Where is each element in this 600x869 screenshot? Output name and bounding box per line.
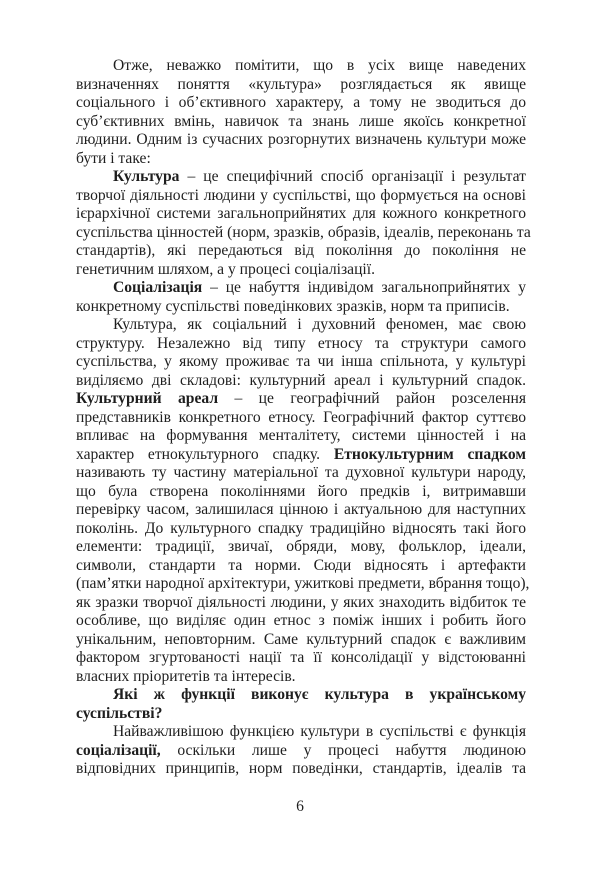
text-segment: унікальним, неповторним. Саме культурний спадок є важливим (76, 630, 526, 648)
text-segment: оскільки лише у процесі набуття людиною (160, 741, 526, 759)
text-line (76, 131, 526, 150)
text-line (76, 187, 526, 206)
text-line (76, 335, 526, 354)
text-line (76, 353, 526, 372)
text-line (76, 446, 526, 465)
bold-term: суспільстві? (76, 704, 163, 722)
text-line (76, 223, 531, 243)
bold-term: Культурний ареал (76, 390, 219, 407)
text-segment: – це набуття індивідом загальноприйнятих у (202, 279, 526, 296)
bold-term: Які ж функції виконує культура в українському (113, 686, 526, 703)
text-line (76, 575, 530, 594)
text-line (76, 409, 526, 428)
paragraph (76, 279, 526, 316)
text-segment: суспільства, у якому проживає та чи інша спільнота, у культурі (76, 353, 526, 370)
text-segment: ієрархічної системи загальноприйнятих для кожного конкретного (76, 205, 526, 222)
text-line (76, 742, 526, 761)
text-segment: поколінь. До культурного спадку традиційно відносять такі його (76, 519, 526, 537)
text-line (76, 316, 526, 335)
bold-term: Культура (113, 168, 180, 185)
text-segment: називають ту частину матеріальної та духовної культури народу, (76, 464, 526, 481)
text-segment: як зразки творчої діяльності людини, у яких знаходить відбиток те (76, 593, 526, 611)
text-line (76, 668, 526, 687)
text-segment: впливає на формування менталітету, системи цінностей і на (76, 427, 526, 444)
text-line (76, 594, 526, 613)
text-segment: елементи: традиції, звичаї, обряди, мову, фольклор, ідеали, (76, 538, 526, 555)
text-line (76, 150, 526, 169)
bold-term: Етнокультурним спадком (333, 445, 526, 463)
text-line (76, 538, 526, 557)
page-number: 6 (296, 798, 304, 815)
text-segment: конкретному суспільстві поведінкових зразків, норм та приписів. (76, 297, 510, 315)
text-line (76, 649, 526, 668)
text-segment: (пам’ятки народної архітектури, ужиткові предмети, вбрання тощо), (76, 575, 530, 592)
text-line (76, 557, 526, 576)
text-segment: характер етнокультурного спадку. (76, 445, 334, 463)
text-segment: – це географічний район розселення (218, 390, 527, 407)
text-segment: відповідних принципів, норм поведінки, стандартів, ідеалів та (76, 760, 526, 777)
text-segment: особливе, що виділяє один етнос з поміж інших і робить його (76, 612, 526, 629)
document-page-body (76, 57, 531, 779)
text-line (76, 168, 526, 187)
text-line (76, 686, 526, 705)
text-line (76, 94, 526, 113)
text-line (76, 205, 526, 224)
text-line (76, 723, 526, 742)
text-line (76, 501, 526, 520)
text-segment: що була створена поколіннями його предків і, витримавши (76, 482, 526, 500)
text-line (76, 520, 526, 539)
text-line (76, 279, 526, 298)
text-segment: власних пріоритетів та інтересів. (76, 667, 296, 685)
text-line (76, 372, 526, 391)
paragraph (76, 316, 530, 686)
paragraph (76, 168, 531, 279)
paragraph (76, 57, 526, 168)
text-line (76, 57, 526, 76)
text-line (76, 464, 526, 483)
text-line (76, 390, 526, 409)
text-line (76, 631, 526, 650)
text-line (76, 76, 526, 95)
text-segment: людини. Одним із сучасних розгорнутих визначень культури може (76, 131, 526, 148)
text-segment: суспільства цінностей (норм, зразків, образів, ідеалів, переконань та (76, 223, 531, 241)
text-segment: структуру. Незалежно від типу етносу та структури самого (76, 334, 526, 352)
text-segment: Культура, як соціальний і духовний феномен, має свою (113, 316, 526, 333)
bold-term: Соціалізація (113, 279, 203, 296)
text-segment: бути і таке: (76, 149, 151, 167)
text-segment: – це специфічний спосіб організації і результат (179, 168, 526, 185)
text-segment: Отже, неважко помітити, що в усіх вище наведених (113, 57, 526, 74)
text-segment: перевірку часом, залишилася цінною і актуальною для наступних (76, 501, 526, 518)
text-segment: фактором згуртованості нації та її консолідації у відстоюванні (76, 649, 526, 666)
text-segment: соціального і об’єктивного характеру, а тому не зводиться до (76, 94, 526, 111)
bold-term: соціалізації, (76, 741, 161, 759)
text-segment: стандартів), які передаються від покоління до покоління не (76, 242, 526, 259)
text-segment: генетичним шляхом, а у процесі соціалізації. (76, 260, 375, 278)
text-segment: символи, стандарти та норми. Сюди відносять і артефакти (76, 556, 526, 574)
text-line (76, 113, 526, 132)
text-segment: суб’єктивних вмінь, навичок та знань лише якоїсь конкретної (76, 112, 526, 130)
text-line (76, 261, 526, 280)
text-segment: виділяємо дві складові: культурний ареал і культурний спадок. (76, 371, 526, 389)
paragraph (76, 723, 526, 779)
text-segment: представників конкретного етносу. Географічний фактор суттєво (76, 408, 526, 426)
text-segment: Найважливішою функцією культури в суспільстві є функція (113, 723, 526, 740)
text-line (76, 483, 526, 502)
text-segment: творчої діяльності людини у суспільстві, що формується на основі (76, 186, 526, 204)
text-segment: визначеннях поняття «культура» розглядається як явище (76, 75, 526, 93)
text-line (76, 242, 526, 261)
text-line (76, 298, 526, 317)
text-line (76, 427, 526, 446)
text-line (76, 612, 526, 631)
text-line (76, 760, 526, 779)
paragraph (76, 686, 526, 723)
text-line (76, 705, 526, 724)
